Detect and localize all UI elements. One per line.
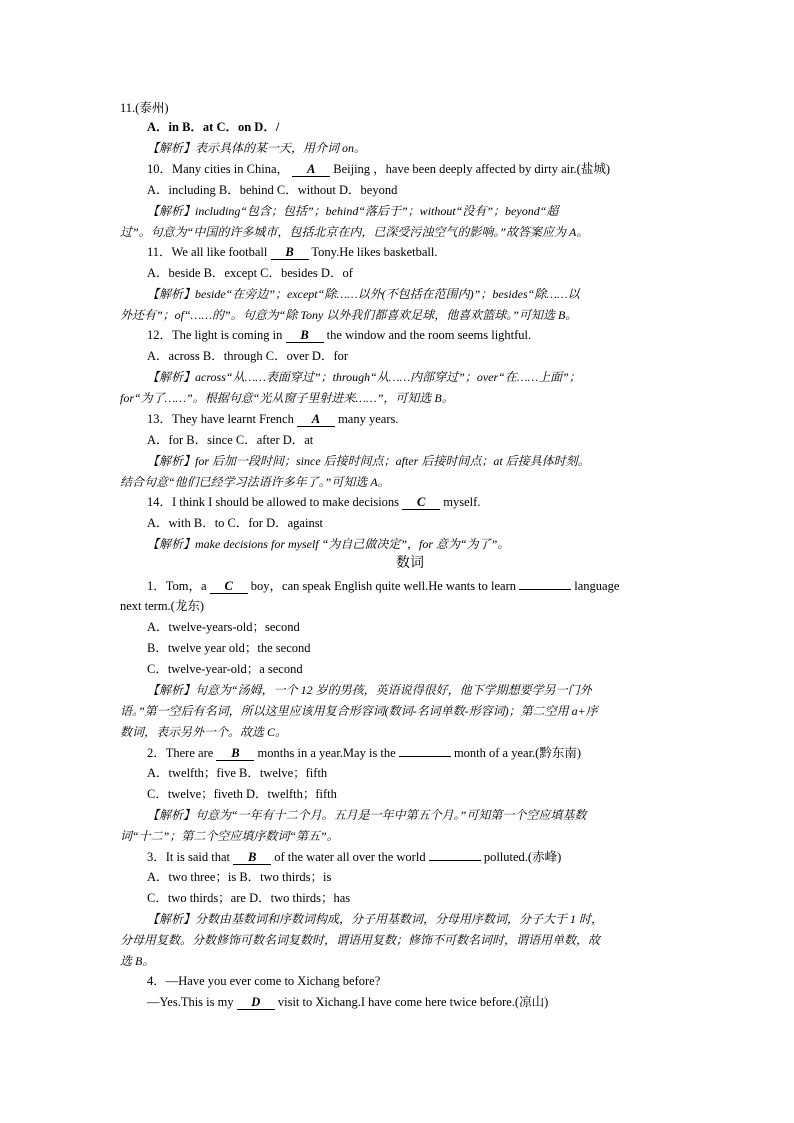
line-text: —Yes.This is my	[147, 995, 234, 1009]
line-text-after: many years.	[338, 412, 399, 426]
text-line	[147, 640, 311, 656]
text-line	[147, 203, 558, 219]
line-text-after: Tony.He likes basketball.	[311, 245, 438, 259]
answer-blank: A	[292, 163, 330, 177]
text-line	[147, 182, 397, 198]
line-text: 【解析】分数由基数词和序数词构成，分子用基数词，分母用序数词，分子大于 1 时，	[147, 912, 604, 926]
line-text-after: the window and the room seems lightful.	[326, 328, 532, 342]
text-line	[147, 494, 480, 510]
text-line	[147, 661, 303, 677]
empty-blank	[519, 577, 571, 590]
line-text: 12．The light is coming in	[147, 328, 283, 342]
line-text: C．two thirds；are D．two thirds；has	[147, 891, 351, 905]
line-text: A．in B．at C．on D．/	[147, 120, 280, 134]
text-line	[396, 556, 424, 572]
line-text: 外还有”；of“……的”。句意为“除 Tony 以外我们都喜欢足球，他喜欢篮球。”可知选 B。	[120, 308, 578, 322]
text-line	[120, 390, 454, 406]
empty-blank	[429, 848, 481, 861]
line-text: 分母用复数。分数修饰可数名词复数时，谓语用复数；修饰不可数名词时，谓语用单数，故	[120, 933, 601, 947]
text-line	[120, 703, 598, 719]
line-text: 过”。句意为“中国的许多城市，包括北京在内，已深受污浊空气的影响。”故答案应为 A。	[120, 225, 589, 239]
line-text: 【解析】表示具体的某一天，用介词 on。	[147, 141, 367, 155]
text-line	[120, 224, 588, 240]
line-text: B．twelve year old；the second	[147, 641, 311, 655]
text-line	[147, 348, 348, 364]
line-text: 【解析】beside“在旁边”；except“除……以外(不包括在范围内)”；besides“除……以	[147, 287, 580, 301]
line-text: 11．We all like football	[147, 245, 268, 259]
text-line	[120, 598, 204, 614]
line-text: C．twelve-year-old；a second	[147, 662, 303, 676]
text-line	[147, 536, 509, 552]
line-text-after: Beijing ，have been deeply affected by dirty air.(盐城)	[333, 162, 611, 176]
line-text: 语。”第一空后有名词，所以这里应该用复合形容词(数词-名词单数-形容词)；第二空用 a+序	[120, 704, 598, 718]
line-text: 4．—Have you ever come to Xichang before?	[147, 974, 381, 988]
text-line	[147, 161, 610, 177]
line-text: A．two three；is B．two thirds；is	[147, 870, 332, 884]
text-line	[147, 119, 279, 135]
line-text: 选 B。	[120, 954, 155, 968]
text-line	[147, 577, 619, 594]
text-line	[147, 744, 581, 761]
line-text: for“为了……”。根据句意“光从窗子里射进来……”，可知选 B。	[120, 391, 454, 405]
answer-blank: B	[286, 329, 324, 343]
line-text-tail: polluted.(赤峰)	[483, 850, 562, 864]
text-line	[147, 807, 586, 823]
line-text: 结合句意“他们已经学习法语许多年了。”可知选 A。	[120, 475, 390, 489]
answer-blank: B	[271, 246, 309, 260]
text-line	[120, 828, 339, 844]
text-line	[147, 848, 561, 865]
line-text: 3．It is said that	[147, 850, 230, 864]
line-text: A．across B．through C．over D．for	[147, 349, 349, 363]
text-line	[147, 890, 350, 906]
line-text-after: boy，can speak English quite well.He wants to learn	[250, 579, 517, 593]
line-text: 14．I think I should be allowed to make decisions	[147, 495, 400, 509]
line-text: 数词，表示另外一个。故选 C。	[120, 725, 288, 739]
line-text-after: months in a year.May is the	[257, 746, 396, 760]
answer-blank: D	[237, 996, 275, 1010]
text-line	[120, 953, 154, 969]
text-line	[120, 100, 169, 116]
text-line	[147, 244, 437, 260]
line-text-tail: language	[574, 579, 620, 593]
line-text-after: visit to Xichang.I have come here twice before.(凉山)	[277, 995, 549, 1009]
line-text: 10．Many cities in China，	[147, 162, 289, 176]
line-text: A．with B．to C．for D．against	[147, 516, 324, 530]
text-line	[147, 411, 398, 427]
line-text-tail: month of a year.(黔东南)	[453, 746, 582, 760]
line-text: 【解析】make decisions for myself “为自己做决定”，for 意为“为了”。	[147, 537, 510, 551]
line-text: 13．They have learnt French	[147, 412, 294, 426]
answer-blank: A	[297, 413, 335, 427]
text-line	[147, 369, 581, 385]
line-text: 【解析】句意为“汤姆，一个 12 岁的男孩，英语说得很好，他下学期想要学另一门外	[147, 683, 592, 697]
line-text: 词“十二”；第二个空应填序数词“第五”。	[120, 829, 339, 843]
text-line	[120, 932, 600, 948]
empty-blank	[399, 744, 451, 757]
line-text-after: myself.	[443, 495, 481, 509]
text-line	[147, 432, 313, 448]
text-line	[147, 619, 300, 635]
line-text: A．for B．since C．after D．at	[147, 433, 314, 447]
text-line	[147, 973, 380, 989]
line-text: next term.(龙东)	[120, 599, 205, 613]
text-line	[147, 265, 353, 281]
text-line	[120, 724, 287, 740]
text-line	[147, 140, 366, 156]
line-text: 【解析】for 后加一段时间；since 后接时间点；after 后接时间点；at 后接具体时刻。	[147, 454, 590, 468]
line-text: A．twelfth；five B．twelve；fifth	[147, 766, 328, 780]
line-text: A．beside B．except C．besides D．of	[147, 266, 353, 280]
answer-blank: C	[402, 496, 440, 510]
answer-blank: B	[216, 747, 254, 761]
line-text: 1．Tom，a	[147, 579, 207, 593]
text-line	[147, 453, 590, 469]
text-line	[147, 869, 331, 885]
text-line	[147, 327, 531, 343]
line-text: A．twelve-years-old；second	[147, 620, 300, 634]
line-text: 【解析】including“包含；包括”；behind“落后于”；without“没有”；beyond“超	[147, 204, 559, 218]
line-text: C．twelve；fiveth D．twelfth；fifth	[147, 787, 337, 801]
line-text: 【解析】across“从……表面穿过”；through“从……内部穿过”；over“在……上面”；	[147, 370, 581, 384]
line-text: 11.(泰州)	[120, 101, 169, 115]
text-line	[147, 994, 548, 1010]
text-line	[147, 911, 603, 927]
text-line	[147, 286, 580, 302]
text-line	[147, 765, 327, 781]
text-line	[120, 307, 577, 323]
text-line	[120, 474, 390, 490]
text-line	[147, 682, 592, 698]
text-line	[147, 786, 337, 802]
line-text: 2．There are	[147, 746, 214, 760]
line-text: 数词	[396, 556, 424, 571]
line-text: 【解析】句意为“一年有十二个月。五月是一年中第五个月。”可知第一个空应填基数	[147, 808, 587, 822]
answer-blank: C	[210, 580, 248, 594]
text-line	[147, 515, 323, 531]
line-text: A．including B．behind C．without D．beyond	[147, 183, 398, 197]
line-text-after: of the water all over the world	[274, 850, 426, 864]
answer-blank: B	[233, 851, 271, 865]
